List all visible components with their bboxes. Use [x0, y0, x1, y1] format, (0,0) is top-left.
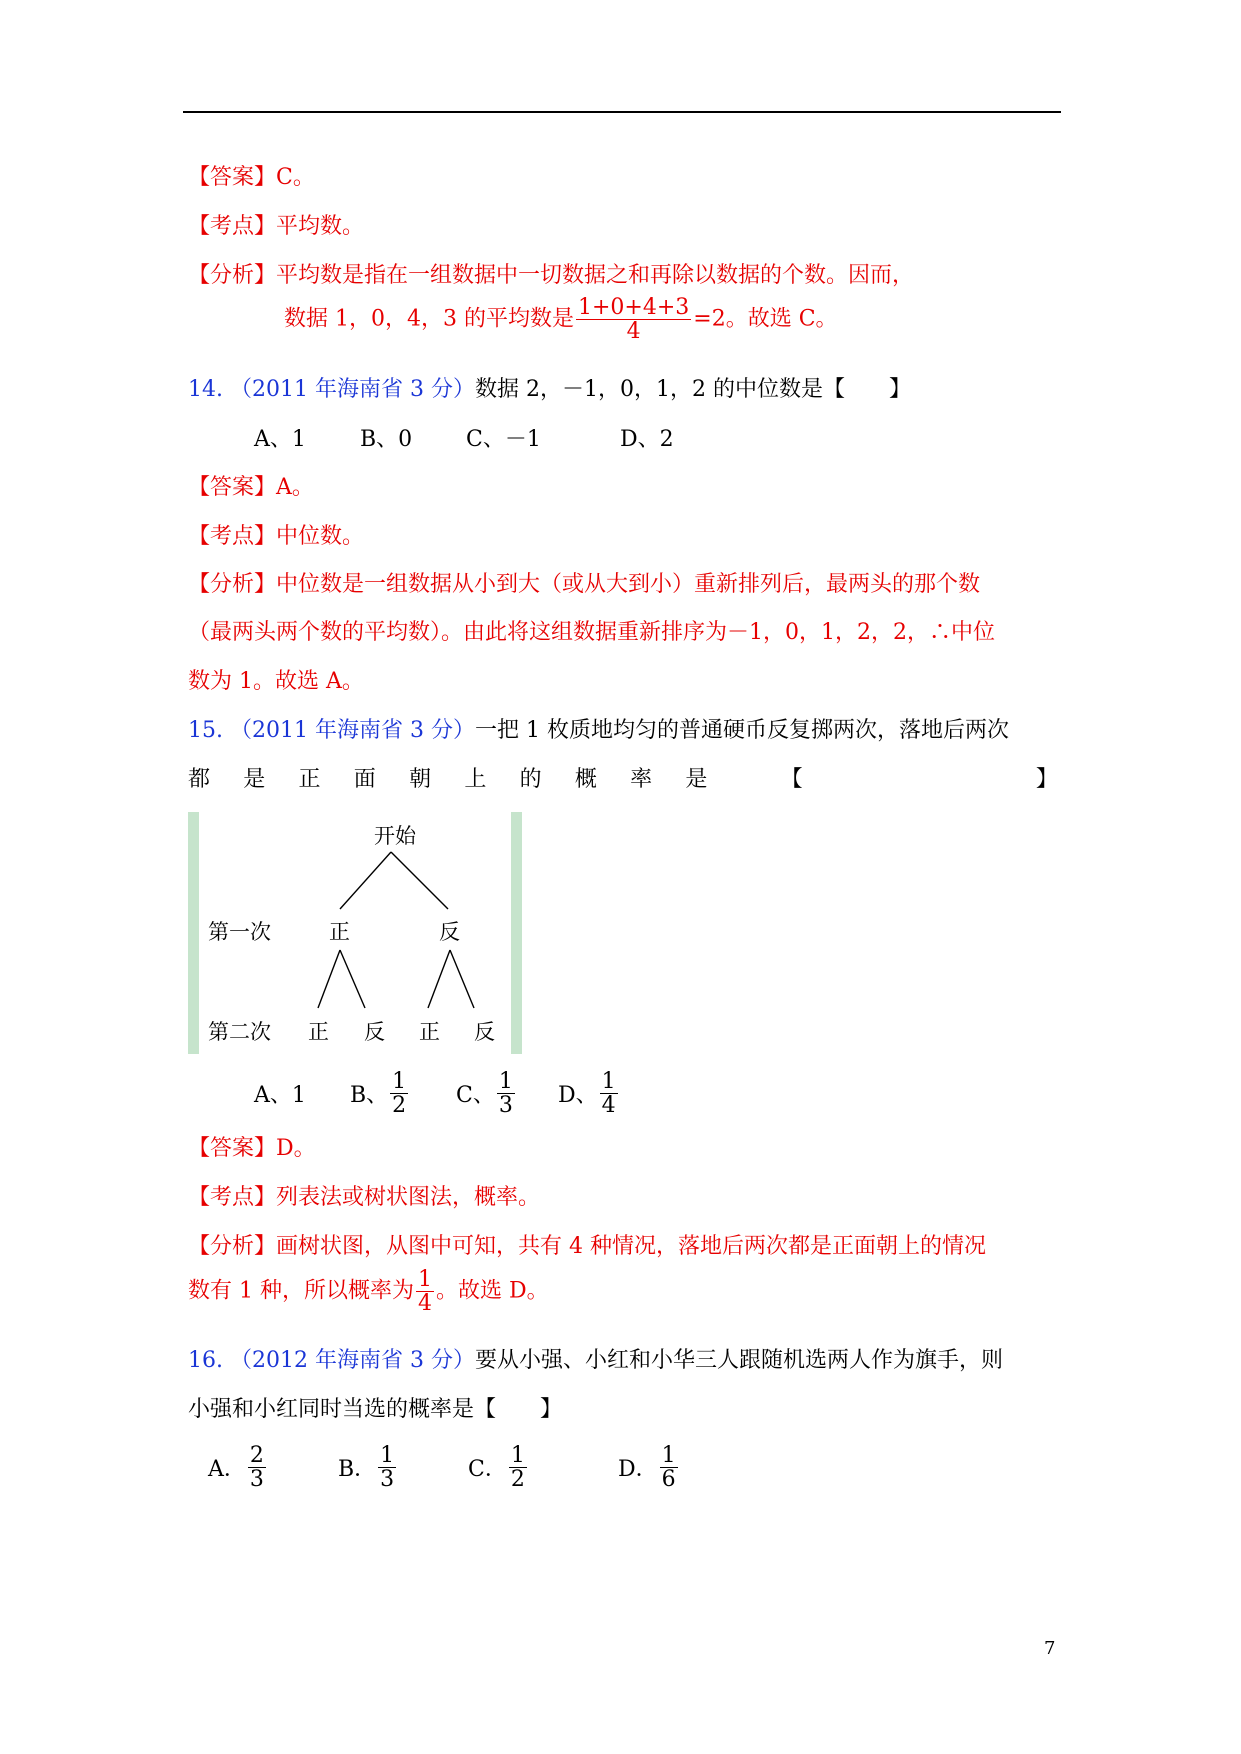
q13-point-line [188, 209, 364, 240]
option-d[interactable] [558, 1070, 620, 1117]
point-tag: 【考点】 [188, 524, 277, 549]
option-b[interactable]: B、0 [360, 427, 413, 452]
answer-bracket-open: 【 [780, 767, 803, 792]
option-letter: C、 [456, 1083, 495, 1109]
analysis-tag: 【分析】 [188, 263, 277, 288]
mean-fraction [576, 296, 691, 343]
analysis-text: 数据 1，0，4，3 的平均数是 [284, 306, 574, 332]
q15-analysis-line2 [188, 1268, 549, 1315]
option-a[interactable] [208, 1444, 338, 1491]
option-letter: D． [618, 1457, 658, 1483]
tree-level2-label: 第二次 [208, 1020, 271, 1044]
page-number: 7 [1044, 1638, 1056, 1659]
coin-tree-diagram [188, 812, 522, 1054]
option-fraction [509, 1444, 527, 1491]
fraction-numerator: 1 [510, 1443, 525, 1468]
q15-analysis-line1 [188, 1229, 986, 1260]
option-letter: A、 [254, 1083, 292, 1109]
fraction-numerator: 1 [661, 1443, 676, 1468]
stem-char: 正 [298, 767, 321, 792]
fraction-denominator: 4 [626, 319, 641, 345]
q15-stem-line1 [188, 713, 1009, 744]
answer-value: C。 [276, 165, 315, 190]
question-number: 14. [188, 377, 223, 402]
point-value: 平均数。 [276, 214, 365, 239]
question-source: （2011 年海南省 3 分） [230, 377, 475, 402]
option-fraction [497, 1070, 515, 1117]
option-c[interactable] [456, 1070, 558, 1117]
option-d[interactable] [618, 1444, 680, 1491]
q15-stem-line2 [188, 762, 1058, 793]
q16-options [208, 1444, 680, 1491]
answer-value: D。 [276, 1136, 316, 1161]
question-stem: 数据 2，－1，0，1，2 的中位数是【 】 [474, 377, 911, 402]
q14-analysis-line1 [188, 567, 980, 598]
option-letter: B． [338, 1457, 377, 1483]
tree-node-heads: 正 [329, 920, 350, 944]
q13-answer-line [188, 160, 315, 191]
option-a[interactable]: A、1 [254, 427, 306, 452]
fraction-denominator: 3 [380, 1467, 395, 1493]
option-c[interactable] [468, 1444, 618, 1491]
option-b[interactable] [338, 1444, 468, 1491]
fraction-numerator: 1 [601, 1069, 616, 1094]
analysis-text: =2。故选 C。 [693, 306, 838, 332]
fraction-numerator: 1 [498, 1069, 513, 1094]
q15-answer-line [188, 1131, 316, 1162]
q13-analysis-line2 [284, 296, 838, 343]
q16-stem-line1 [188, 1343, 1003, 1374]
tree-node-tails: 反 [439, 920, 460, 944]
analysis-text: 平均数是指在一组数据中一切数据之和再除以数据的个数。因而， [276, 263, 915, 288]
q14-stem [188, 372, 911, 403]
tree-root-label: 开始 [374, 824, 416, 848]
fraction-numerator: 1 [380, 1443, 395, 1468]
probability-fraction [416, 1268, 434, 1315]
tree-leaf-heads: 正 [419, 1020, 440, 1044]
fraction-numerator: 1+0+4+3 [577, 295, 690, 320]
fraction-denominator: 3 [498, 1093, 513, 1119]
q14-analysis-line3: 数为 1。故选 A。 [188, 669, 364, 694]
fraction-numerator: 1 [417, 1267, 432, 1292]
fraction-denominator: 6 [661, 1467, 676, 1493]
fraction-denominator: 2 [510, 1467, 525, 1493]
q14-options [254, 422, 674, 453]
fraction-numerator: 1 [392, 1069, 407, 1094]
point-value: 列表法或树状图法，概率。 [276, 1185, 541, 1210]
stem-char: 上 [464, 767, 487, 792]
analysis-tag: 【分析】 [188, 572, 277, 597]
question-stem: 一把 1 枚质地均匀的普通硬币反复掷两次，落地后两次 [474, 718, 1009, 743]
stem-char: 朝 [409, 767, 432, 792]
option-value: 1 [291, 1083, 306, 1109]
fraction-denominator: 3 [249, 1467, 264, 1493]
option-letter: B、 [350, 1083, 389, 1109]
analysis-text: 。故选 D。 [435, 1278, 549, 1304]
stem-char: 是 [685, 767, 708, 792]
question-number: 16. [188, 1348, 223, 1373]
answer-bracket-close: 】 [1035, 767, 1058, 792]
analysis-tag: 【分析】 [188, 1234, 277, 1259]
fraction-denominator: 4 [417, 1291, 432, 1317]
option-letter: C． [468, 1457, 507, 1483]
stem-char: 概 [574, 767, 597, 792]
point-tag: 【考点】 [188, 1185, 277, 1210]
q15-options [254, 1070, 620, 1117]
q13-analysis-line1 [188, 258, 914, 289]
option-c[interactable]: C、－1 [466, 427, 541, 452]
analysis-text: 数有 1 种，所以概率为 [188, 1278, 414, 1304]
answer-tag: 【答案】 [188, 475, 277, 500]
header-rule [183, 111, 1061, 113]
option-fraction [378, 1444, 396, 1491]
tree-leaf-tails: 反 [474, 1020, 495, 1044]
option-fraction [660, 1444, 678, 1491]
q14-analysis-line2: （最两头两个数的平均数）。由此将这组数据重新排序为－1，0，1，2，2，∴中位 [188, 620, 995, 645]
option-d[interactable]: D、2 [620, 427, 674, 452]
answer-tag: 【答案】 [188, 165, 277, 190]
stem-char: 率 [630, 767, 653, 792]
stem-char: 面 [353, 767, 376, 792]
answer-value: A。 [276, 475, 314, 500]
q14-answer-line [188, 470, 314, 501]
tree-level1-label: 第一次 [208, 920, 271, 944]
q14-point-line [188, 519, 364, 550]
option-fraction [390, 1070, 408, 1117]
analysis-text: 中位数是一组数据从小到大（或从大到小）重新排列后，最两头的那个数 [276, 572, 981, 597]
option-letter: A． [208, 1457, 246, 1483]
fraction-denominator: 2 [392, 1093, 407, 1119]
point-value: 中位数。 [276, 524, 365, 549]
question-source: （2011 年海南省 3 分） [230, 718, 475, 743]
question-stem: 要从小强、小红和小华三人跟随机选两人作为旗手，则 [474, 1348, 1003, 1373]
option-a[interactable] [254, 1078, 350, 1109]
fraction-denominator: 4 [601, 1093, 616, 1119]
fraction-numerator: 2 [249, 1443, 264, 1468]
tree-leaf-heads: 正 [308, 1020, 329, 1044]
option-fraction [600, 1070, 618, 1117]
q15-point-line [188, 1180, 540, 1211]
option-fraction [248, 1444, 266, 1491]
question-source: （2012 年海南省 3 分） [230, 1348, 475, 1373]
answer-tag: 【答案】 [188, 1136, 277, 1161]
stem-char: 都 [188, 767, 211, 792]
option-b[interactable] [350, 1070, 456, 1117]
tree-leaf-tails: 反 [364, 1020, 385, 1044]
question-number: 15. [188, 718, 223, 743]
analysis-text: 画树状图，从图中可知，共有 4 种情况，落地后两次都是正面朝上的情况 [276, 1234, 987, 1259]
stem-char: 的 [519, 767, 542, 792]
option-letter: D、 [558, 1083, 598, 1109]
stem-char: 是 [243, 767, 266, 792]
q16-stem-line2: 小强和小红同时当选的概率是【 】 [188, 1397, 563, 1422]
point-tag: 【考点】 [188, 214, 277, 239]
